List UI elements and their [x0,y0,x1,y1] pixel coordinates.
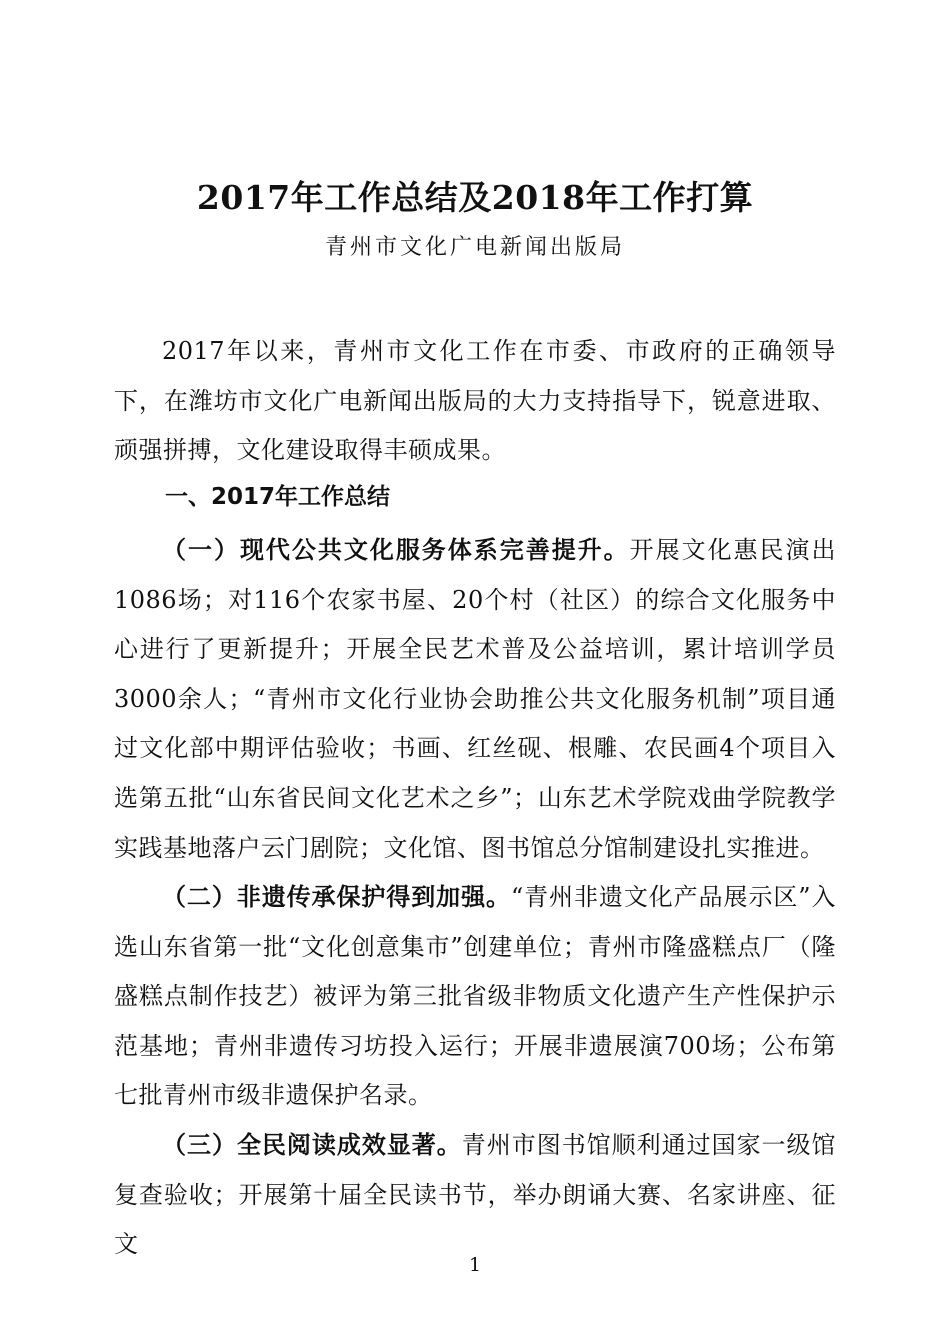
intro-paragraph: 2017年以来，青州市文化工作在市委、市政府的正确领导下，在潍坊市文化广电新闻出版局的大力支持指导下，锐意进取、顽强拼搏，文化建设取得丰硕成果。 [114,337,836,465]
paragraph-3-lead: （三）全民阅读成效显著。 [162,1130,462,1159]
section-heading: 一、2017年工作总结 [165,484,391,510]
page-number: 1 [468,1254,482,1276]
paragraph-2 [114,872,836,1121]
paragraph-2-lead: （二）非遗传承保护得到加强。 [162,882,511,911]
paragraph-3 [114,1120,836,1270]
paragraph-1 [114,525,836,873]
paragraph-2-text: “青州非遗文化产品展示区”入选山东省第一批“文化创意集市”创建单位；青州市隆盛糕点厂（隆盛糕点制作技艺）被评为第三批省级非物质文化遗产生产性保护示范基地；青州非遗传习坊投入运行；开展非遗展演700场；公布第七批青州市级非遗保护名录。 [114,883,836,1110]
paragraph-1-text: 开展文化惠民演出1086场；对116个农家书屋、20个村（社区）的综合文化服务中心进行了更新提升；开展全民艺术普及公益培训，累计培训学员3000余人；“青州市文化行业协会助推公共文化服务机制”项目通过文化部中期评估验收；书画、红丝砚、根雕、农民画4个项目入选第五批“山东省民间文化艺术之乡”；山东艺术学院戏曲学院教学实践基地落户云门剧院；文化馆、图书馆总分馆制建设扎实推进。 [114,536,837,862]
paragraph-1-lead: （一）现代公共文化服务体系完善提升。 [162,535,630,564]
document-subtitle: 青州市文化广电新闻出版局 [324,235,625,260]
document-title: 2017年工作总结及2018年工作打算 [196,178,754,217]
paragraph-3-text: 青州市图书馆顺利通过国家一级馆复查验收；开展第十届全民读书节，举办朗诵大赛、名家讲座、征文 [114,1131,837,1259]
